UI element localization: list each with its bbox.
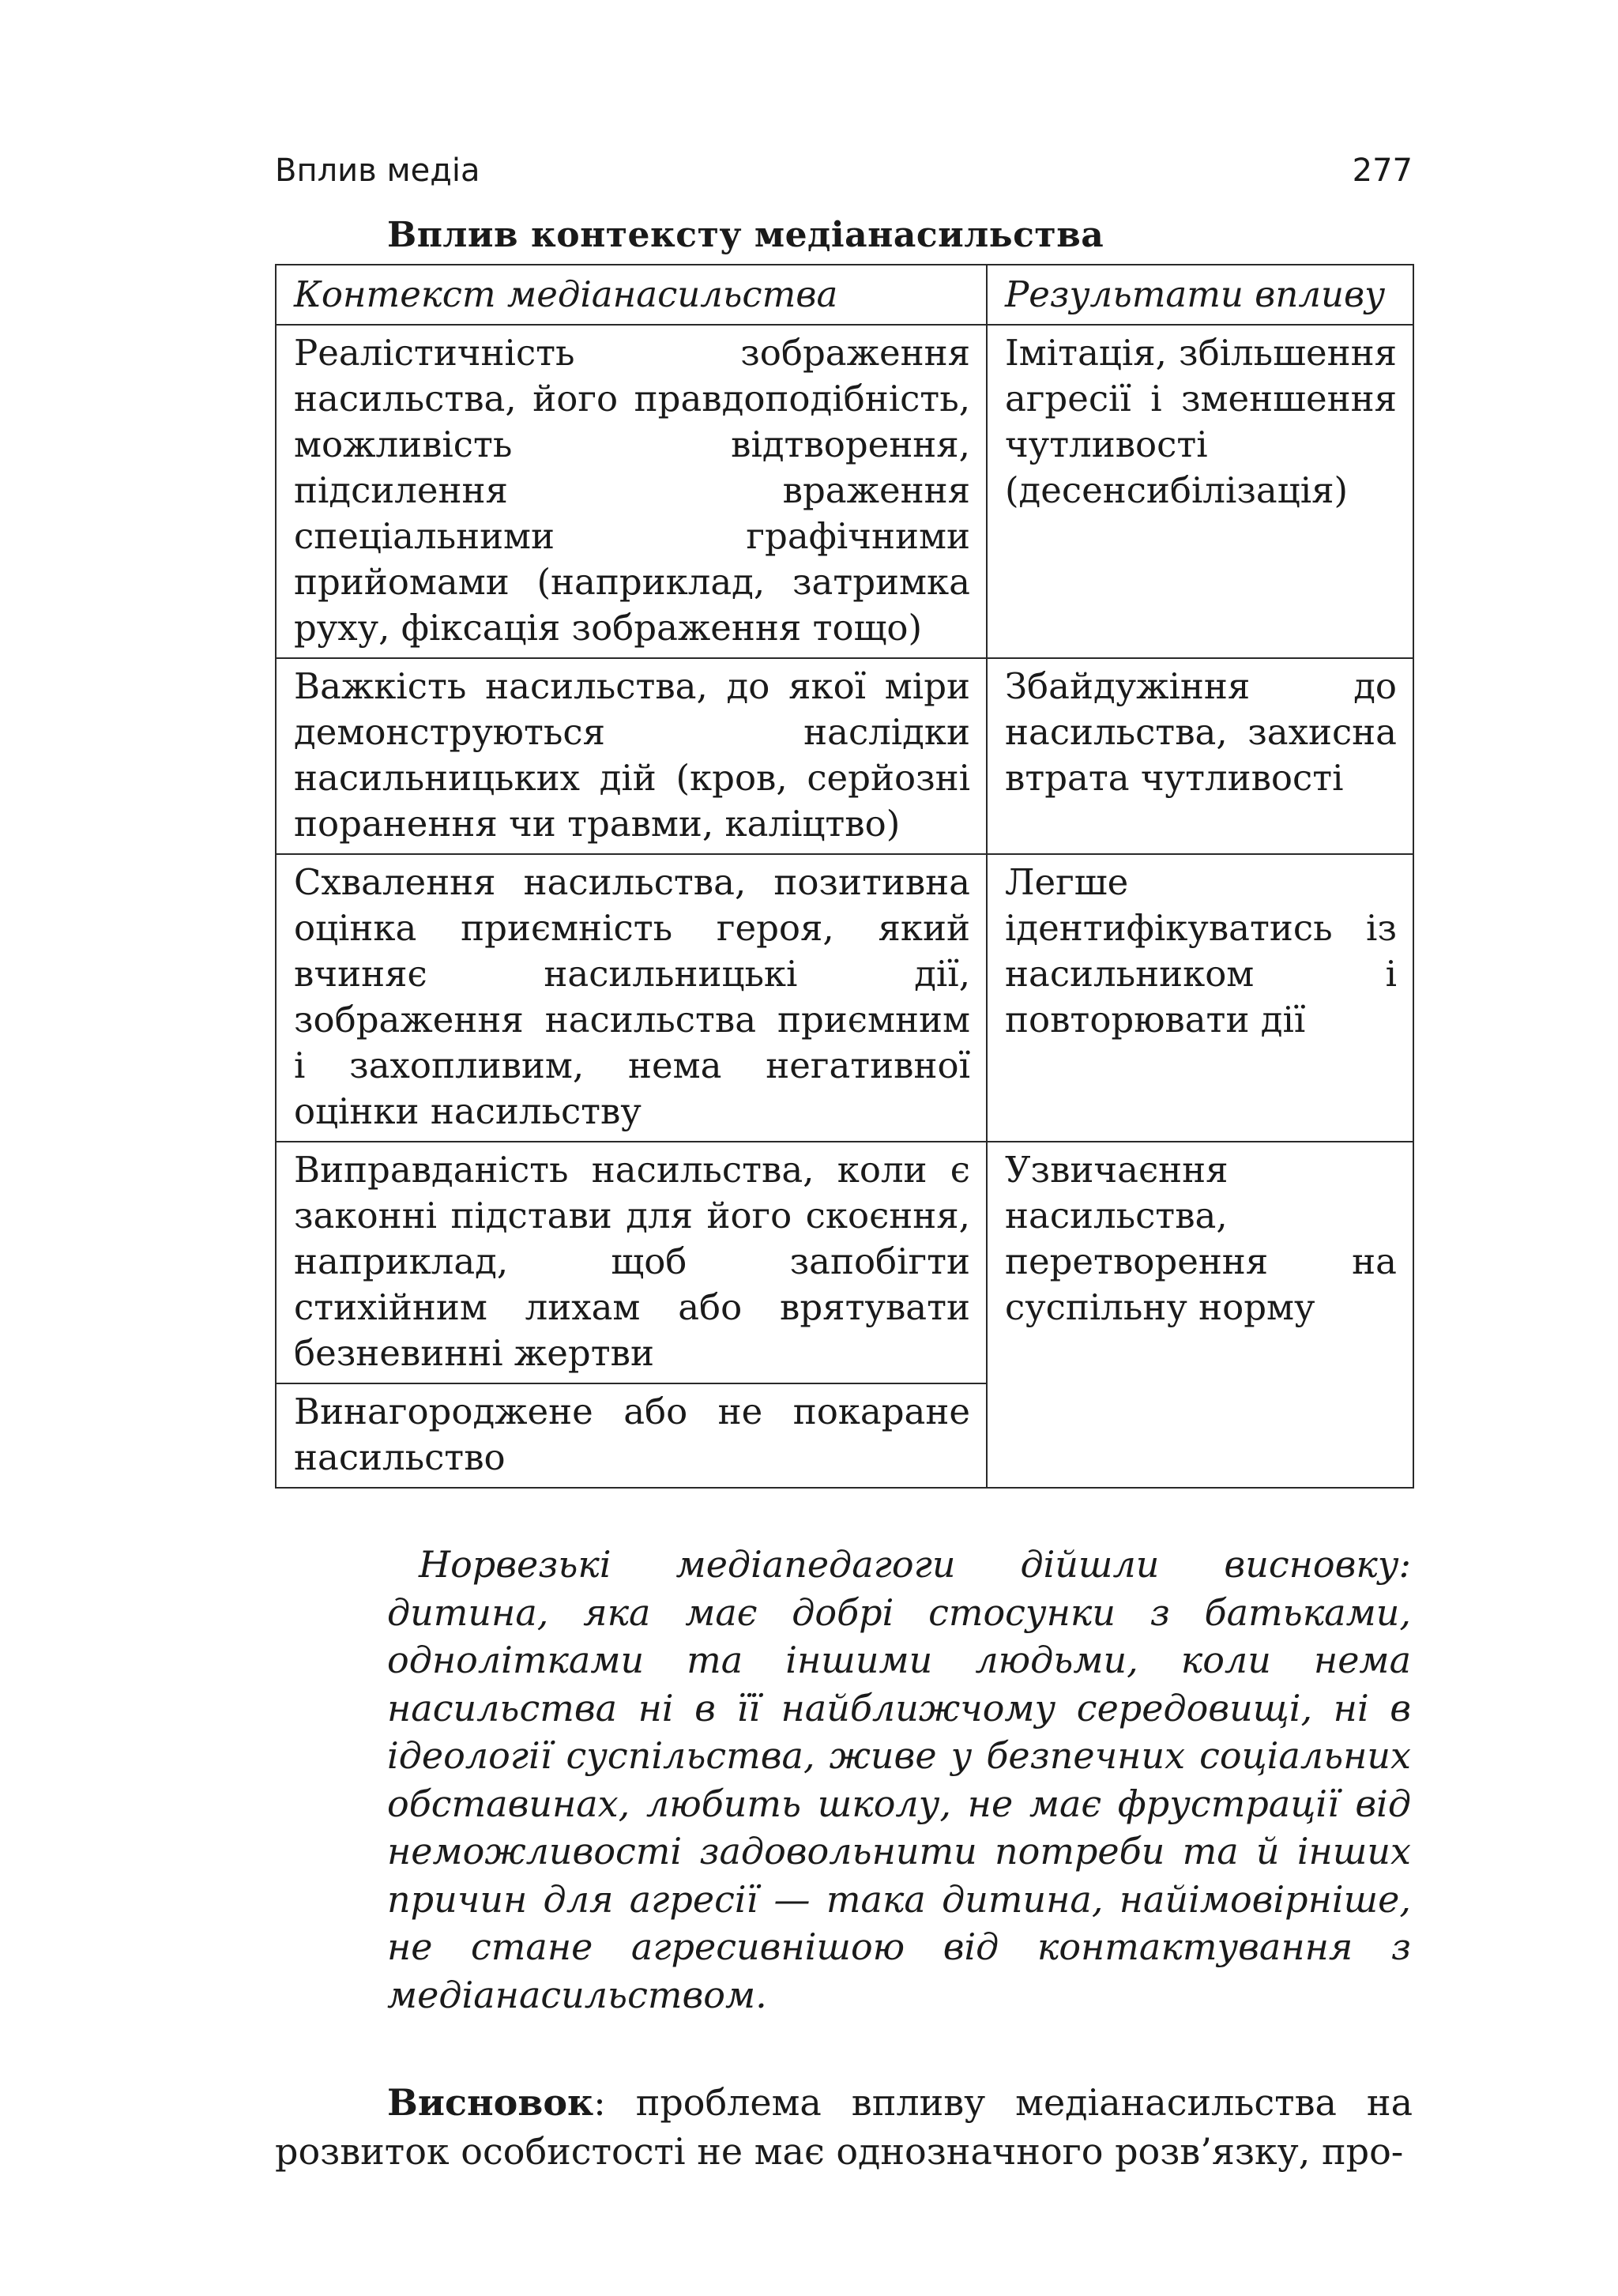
column-header-context: Контекст медіанасильства (276, 265, 987, 325)
quote-text: Норвезькі медіапедагоги дійшли висновку: дитина, яка має добрі стосунки з батьками, однолітками та іншими людьми, коли нема насильства ні в її найближчому середовищі, ні в ідеології суспільства, живе у безпечних соціальних обставинах, любить школу, не має фрустрації від неможливості задовольнити потреби та й інших причин для агресії — така дитина, найімовірніше, не стане агресивнішою від контактування з медіанасильством. (387, 1543, 1411, 2016)
context-cell: Винагороджене або не покаране насильство (276, 1383, 987, 1488)
media-violence-context-table (275, 264, 1414, 1489)
table-title: Вплив контексту медіанасильства (387, 215, 1104, 255)
context-cell: Важкість насильства, до якої міри демонструються наслідки насильницьких дій (кров, серйозні поранення чи травми, каліцтво) (276, 658, 987, 854)
result-cell: Імітація, збільшення агресії і зменшення чутливості (десенсибілізація) (987, 325, 1413, 658)
table-header-row (276, 265, 1413, 325)
table-row (276, 658, 1413, 854)
result-cell: Збайдужіння до насильства, захисна втрата чутливості (987, 658, 1413, 854)
result-cell: Легше ідентифікуватись із насильником і повторювати дії (987, 854, 1413, 1142)
conclusion-label: Висновок (387, 2081, 594, 2124)
running-title: Вплив медіа (275, 152, 480, 189)
table-row (276, 854, 1413, 1142)
conclusion-text: : проблема впливу медіанасильства на розвиток особистості не має однозначного розв’язку, про- (275, 2081, 1413, 2173)
context-cell: Реалістичність зображення насильства, його правдоподібність, можливість відтворення, підсилення враження спеціальними графічними прийомами (наприклад, затримка руху, фіксація зображення тощо) (276, 325, 987, 658)
norwegian-quote (387, 1541, 1411, 2019)
table-row (276, 325, 1413, 658)
column-header-results: Результати впливу (987, 265, 1413, 325)
result-cell: Узвичаєння насильства, перетворення на суспільну норму (987, 1142, 1413, 1488)
conclusion-paragraph (275, 2078, 1413, 2176)
context-cell: Виправданість насильства, коли є законні підстави для його скоєння, наприклад, щоб запобігти стихійним лихам або врятувати безневинні жертви (276, 1142, 987, 1383)
context-cell: Схвалення насильства, позитивна оцінка приємність героя, який вчиняє насильницькі дії, зображення насильства приємним і захопливим, нема негативної оцінки насильству (276, 854, 987, 1142)
page-number: 277 (1352, 152, 1413, 189)
table-row (276, 1142, 1413, 1383)
